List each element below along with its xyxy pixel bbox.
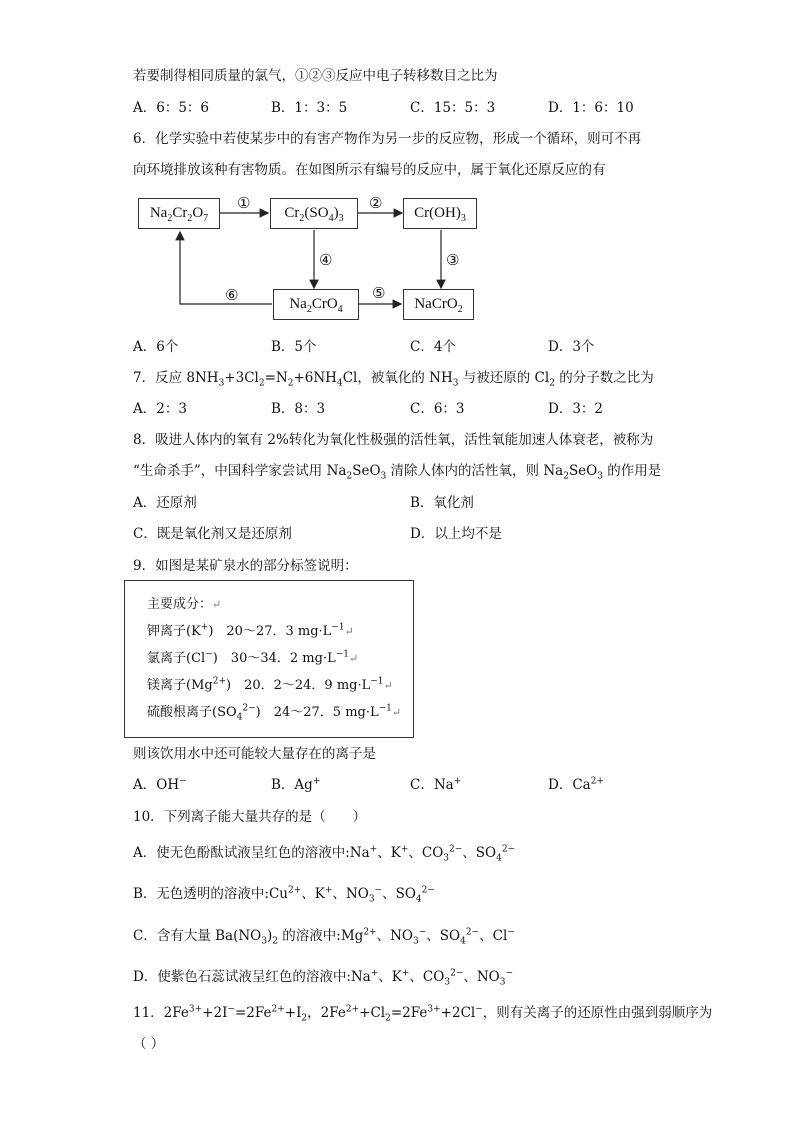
q8-stem-line2: “生命杀手”，中国科学家尝试用 $Na_2SeO_3$ 清除人体内的活性氧，则 $Na_2SeO_3$ 的作用是 (133, 463, 662, 482)
q5-option-d[interactable]: D．1：6：10 (548, 100, 634, 116)
q6-stem-line1: 6．化学实验中若使某步中的有害产物作为另一步的反应物，形成一个循环，则可不再 (133, 131, 642, 147)
q7-stem: 7．反应 $8NH_3+3Cl_2=N_2+6NH_4Cl$，被氧化的 $NH_3$ 与被还原的 $Cl_2$ 的分子数之比为 (133, 370, 654, 389)
label-chloride: 氯离子(Cl−) 30～34．2 $mg\cdot L^{-1}↵$ (147, 649, 359, 666)
step-3-label: ③ (446, 251, 460, 269)
q7-option-c[interactable]: C．6：3 (410, 401, 465, 417)
q6-option-d[interactable]: D．3个 (548, 339, 595, 355)
q6-stem-line2: 向环境排放该种有害物质。在如图所示有编号的反应中，属于氧化还原反应的有 (133, 162, 606, 178)
node-na2cr2o7: $Na_2Cr_2O_7$ (138, 198, 220, 229)
q11-paren: （ ） (133, 1036, 165, 1052)
q9-option-c[interactable]: C．Na+ (410, 776, 462, 793)
q9-followup: 则该饮用水中还可能较大量存在的离子是 (133, 746, 376, 762)
label-potassium: 钾离子(K+) 20～27．3 $mg\cdot L^{-1}↵$ (147, 622, 354, 639)
q5-stem: 若要制得相同质量的氯气，①②③反应中电子转移数目之比为 (133, 68, 498, 84)
q11-stem: 11．$2Fe^{3+}+2I^-=2Fe^{2+}+I_2$，$2Fe^{2+}+Cl_2=2Fe^{3+}+2Cl^-$，则有关离子的还原性由强到弱顺序为 (133, 1004, 713, 1024)
q10-option-c[interactable]: C．含有大量 $Ba(NO_3)_2$ 的溶液中$:Mg^{2+}$、$NO_3^-$、$SO_4^{2-}$、Cl− (133, 927, 515, 947)
q5-option-a[interactable]: A．6：5：6 (133, 100, 210, 116)
label-title: 主要成分：↵ (147, 597, 222, 612)
q9-option-b[interactable]: B．Ag+ (271, 776, 321, 793)
step-2-label: ② (369, 194, 383, 212)
q6-option-b[interactable]: B．5个 (271, 339, 317, 355)
q10-option-b[interactable]: B．无色透明的溶液中$:Cu^{2+}$、K+、$NO_3^-$、$SO_4^{2-}$ (133, 885, 435, 905)
q5-option-c[interactable]: C．15：5：3 (410, 100, 496, 116)
q5-option-b[interactable]: B．1：3：5 (271, 100, 348, 116)
node-nacro2: NaCrO$_2$ (403, 289, 474, 320)
mineral-water-label (124, 580, 414, 738)
q6-option-c[interactable]: C．4个 (410, 339, 456, 355)
label-magnesium: 镁离子$(Mg^{2+})$ 20．2～24．9 $mg\cdot L^{-1}↵$ (147, 676, 393, 693)
q7-option-b[interactable]: B．8：3 (271, 401, 326, 417)
q9-option-a[interactable]: A．OH− (133, 776, 187, 793)
q8-stem-line1: 8．吸进人体内的氧有 2%转化为氧化性极强的活性氧，活性氧能加速人体衰老，被称为 (133, 432, 654, 448)
node-croh3: $Cr(OH)_3$ (403, 198, 477, 229)
q10-stem: 10．下列离子能大量共存的是（ ） (133, 809, 367, 825)
step-4-label: ④ (319, 251, 333, 269)
q9-stem: 9．如图是某矿泉水的部分标签说明： (133, 558, 358, 574)
q8-option-a[interactable]: A．还原剂 (133, 495, 197, 511)
label-sulfate: 硫酸根离子$(SO_4^{2-})$ 24～27．5 $mg\cdot L^{-1}↵$ (147, 703, 402, 723)
q8-option-d[interactable]: D．以上均不是 (410, 526, 502, 542)
step-1-label: ① (237, 194, 251, 212)
q10-option-d[interactable]: D．使紫色石蕊试液呈红色的溶液中:Na+、K+、$CO_3^{2-}$、$NO_3^-$ (133, 968, 514, 988)
node-na2cro4: $Na_2CrO_4$ (273, 289, 359, 320)
q8-option-c[interactable]: C．既是氧化剂又是还原剂 (133, 526, 292, 542)
q9-option-d[interactable]: D．$Ca^{2+}$ (548, 776, 604, 793)
step-6-label: ⑥ (225, 286, 239, 304)
q7-option-a[interactable]: A．2：3 (133, 401, 187, 417)
node-cr2so43: $Cr_2(SO_4)_3$ (270, 198, 358, 229)
diagram-arrows (0, 0, 794, 340)
q6-option-a[interactable]: A．6个 (133, 339, 179, 355)
q10-option-a[interactable]: A．使无色酚酞试液呈红色的溶液中:Na+、K+、$CO_3^{2-}$、$SO_4^{2-}$ (133, 844, 516, 864)
q7-option-d[interactable]: D．3：2 (548, 401, 604, 417)
step-5-label: ⑤ (372, 284, 386, 302)
q8-option-b[interactable]: B．氧化剂 (410, 495, 474, 511)
